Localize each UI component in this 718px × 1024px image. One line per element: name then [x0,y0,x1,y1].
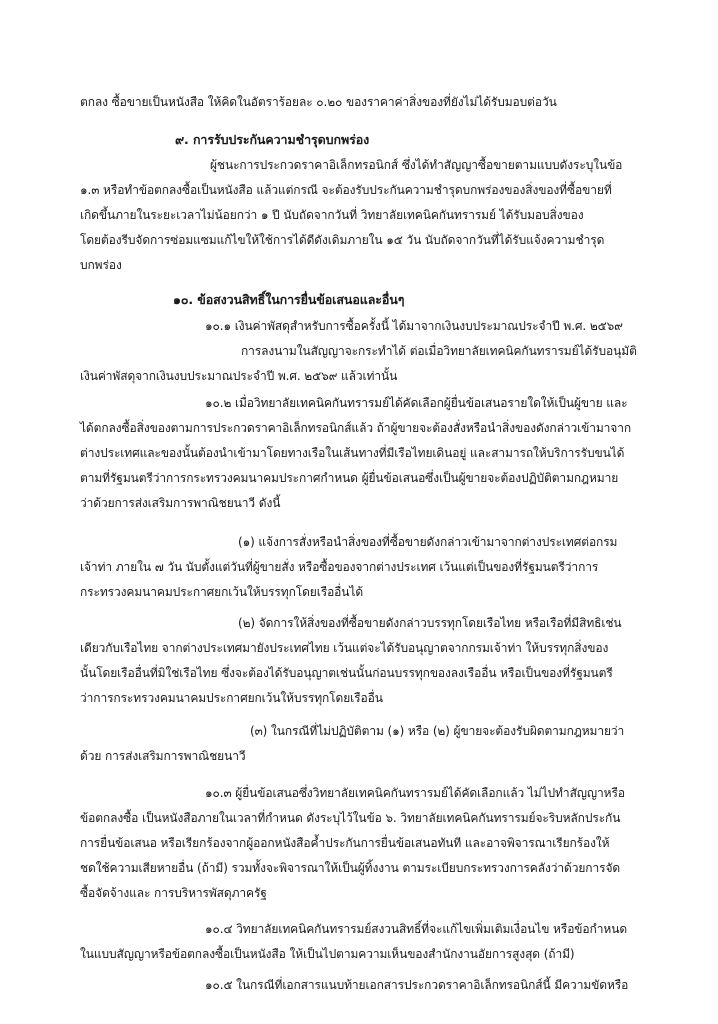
text-line: (๑) แจ้งการสั่งหรือนำสิ่งของที่ซื้อขายดังกล่าวเข้ามาจากต่างประเทศต่อกรม [238,535,618,549]
text-line: ๑๐.๓ ผู้ยื่นข้อเสนอซึ่งวิทยาลัยเทคนิคกันทรารมย์ได้คัดเลือกแล้ว ไม่ไปทำสัญญาหรือ [205,786,625,800]
text-line: ว่าด้วยการส่งเสริมการพาณิชยนาวี ดังนี้ [80,496,281,510]
text-line: เกิดขึ้นภายในระยะเวลาไม่น้อยกว่า ๑ ปี นับถัดจากวันที่ วิทยาลัยเทคนิคกันทรารมย์ ได้รับมอบสิ่งของ [80,208,584,222]
text-line: ๑๐.๔ วิทยาลัยเทคนิคกันทรารมย์สงวนสิทธิ์ที่จะแก้ไขเพิ่มเติมเงื่อนไข หรือข้อกำหนด [205,922,628,936]
text-line: เงินค่าพัสดุจากเงินงบประมาณประจำปี พ.ศ. ๒๕๖๙ แล้วเท่านั้น [80,369,398,383]
section-heading-10: ๑๐. ข้อสงวนสิทธิ์ในการยื่นข้อเสนอและอื่นๆ [173,292,405,307]
text-line: ตกลง ซื้อขายเป็นหนังสือ ให้คิดในอัตราร้อยละ ๐.๒๐ ของราคาค่าสิ่งของที่ยังไม่ได้รับมอบต่อวัน [80,95,557,109]
text-line: ซื้อจัดจ้างและ การบริหารพัสดุภาครัฐ [80,886,267,900]
text-line: ๑๐.๑ เงินค่าพัสดุสำหรับการซื้อครั้งนี้ ได้มาจากเงินงบประมาณประจำปี พ.ศ. ๒๕๖๙ [205,319,623,333]
text-line: โดยต้องรีบจัดการซ่อมแซมแก้ไขให้ใช้การได้ดีดังเดิมภายใน ๑๕ วัน นับถัดจากวันที่ได้รับแจ้งความชำรุด [80,233,605,247]
text-line: ว่าการกระทรวงคมนาคมประกาศยกเว้นให้บรรทุกโดยเรืออื่น [80,691,383,705]
section-heading-9: ๙. การรับประกันความชำรุดบกพร่อง [175,132,370,147]
text-line: (๓) ในกรณีที่ไม่ปฏิบัติตาม (๑) หรือ (๒) ผู้ขายจะต้องรับผิดตามกฎหมายว่า [250,724,625,738]
text-line: ตามที่รัฐมนตรีว่าการกระทรวงคมนาคมประกาศกำหนด ผู้ยื่นข้อเสนอซึ่งเป็นผู้ขายจะต้องปฏิบัติตามกฎหมาย [80,471,619,485]
text-line: ข้อตกลงซื้อ เป็นหนังสือภายในเวลาที่กำหนด ดังระบุไว้ในข้อ ๖. วิทยาลัยเทคนิคกันทรารมย์จะริบหลักประกัน [80,811,621,825]
text-line: เดียวกับเรือไทย จากต่างประเทศมายังประเทศไทย เว้นแต่จะได้รับอนุญาตจากกรมเจ้าท่า ให้บรรทุกสิ่งของ [80,641,609,655]
text-line: การลงนามในสัญญาจะกระทำได้ ต่อเมื่อวิทยาลัยเทคนิคกันทรารมย์ได้รับอนุมัติ [241,344,637,358]
text-line: ๑๐.๕ ในกรณีที่เอกสารแนบท้ายเอกสารประกวดราคาอิเล็กทรอนิกส์นี้ มีความขัดหรือ [205,978,629,992]
text-line: เจ้าท่า ภายใน ๗ วัน นับตั้งแต่วันที่ผู้ขายสั่ง หรือซื้อของจากต่างประเทศ เว้นแต่เป็นของที่รัฐมนตรีว่าการ [80,560,599,574]
text-line: กระทรวงคมนาคมประกาศยกเว้นให้บรรทุกโดยเรืออื่นได้ [80,585,364,599]
text-line: ๑.๓ หรือทำข้อตกลงซื้อเป็นหนังสือ แล้วแต่กรณี จะต้องรับประกันความชำรุดบกพร่องของสิ่งของที่ซื้อขายที่ [80,183,612,197]
text-line: ได้ตกลงซื้อสิ่งของตามการประกวดราคาอิเล็กทรอนิกส์แล้ว ถ้าผู้ขายจะต้องสั่งหรือนำสิ่งของดังกล่าวเข้ามาจาก [80,421,632,435]
text-line: ชดใช้ความเสียหายอื่น (ถ้ามี) รวมทั้งจะพิจารณาให้เป็นผู้ทิ้งงาน ตามระเบียบกระทรวงการคลังว่าด้วยการจัด [80,861,621,875]
text-line: (๒) จัดการให้สิ่งของที่ซื้อขายดังกล่าวบรรทุกโดยเรือไทย หรือเรือที่มีสิทธิเช่น [238,616,622,630]
text-line: นั้นโดยเรืออื่นที่มิใช่เรือไทย ซึ่งจะต้องได้รับอนุญาตเช่นนั้นก่อนบรรทุกของลงเรืออื่น หรือเป็นของที่รัฐมนตรี [80,666,613,680]
text-line: ในแบบสัญญาหรือข้อตกลงซื้อเป็นหนังสือ ให้เป็นไปตามความเห็นของสำนักงานอัยการสูงสุด (ถ้ามี) [80,947,575,961]
text-line: ต่างประเทศและของนั้นต้องนำเข้ามาโดยทางเรือในเส้นทางที่มีเรือไทยเดินอยู่ และสามารถให้บริการรับขนได้ [80,446,625,460]
text-line: บกพร่อง [80,258,122,272]
text-line: การยื่นข้อเสนอ หรือเรียกร้องจากผู้ออกหนังสือค้ำประกันการยื่นข้อเสนอทันที และอาจพิจารณาเรียกร้องให้ [80,836,610,850]
text-line: ผู้ชนะการประกวดราคาอิเล็กทรอนิกส์ ซึ่งได้ทำสัญญาซื้อขายตามแบบดังระบุในข้อ [210,158,623,172]
text-line: ๑๐.๒ เมื่อวิทยาลัยเทคนิคกันทรารมย์ได้คัดเลือกผู้ยื่นข้อเสนอรายใดให้เป็นผู้ขาย และ [205,396,628,410]
text-line: ด้วย การส่งเสริมการพาณิชยนาวี [80,749,246,763]
